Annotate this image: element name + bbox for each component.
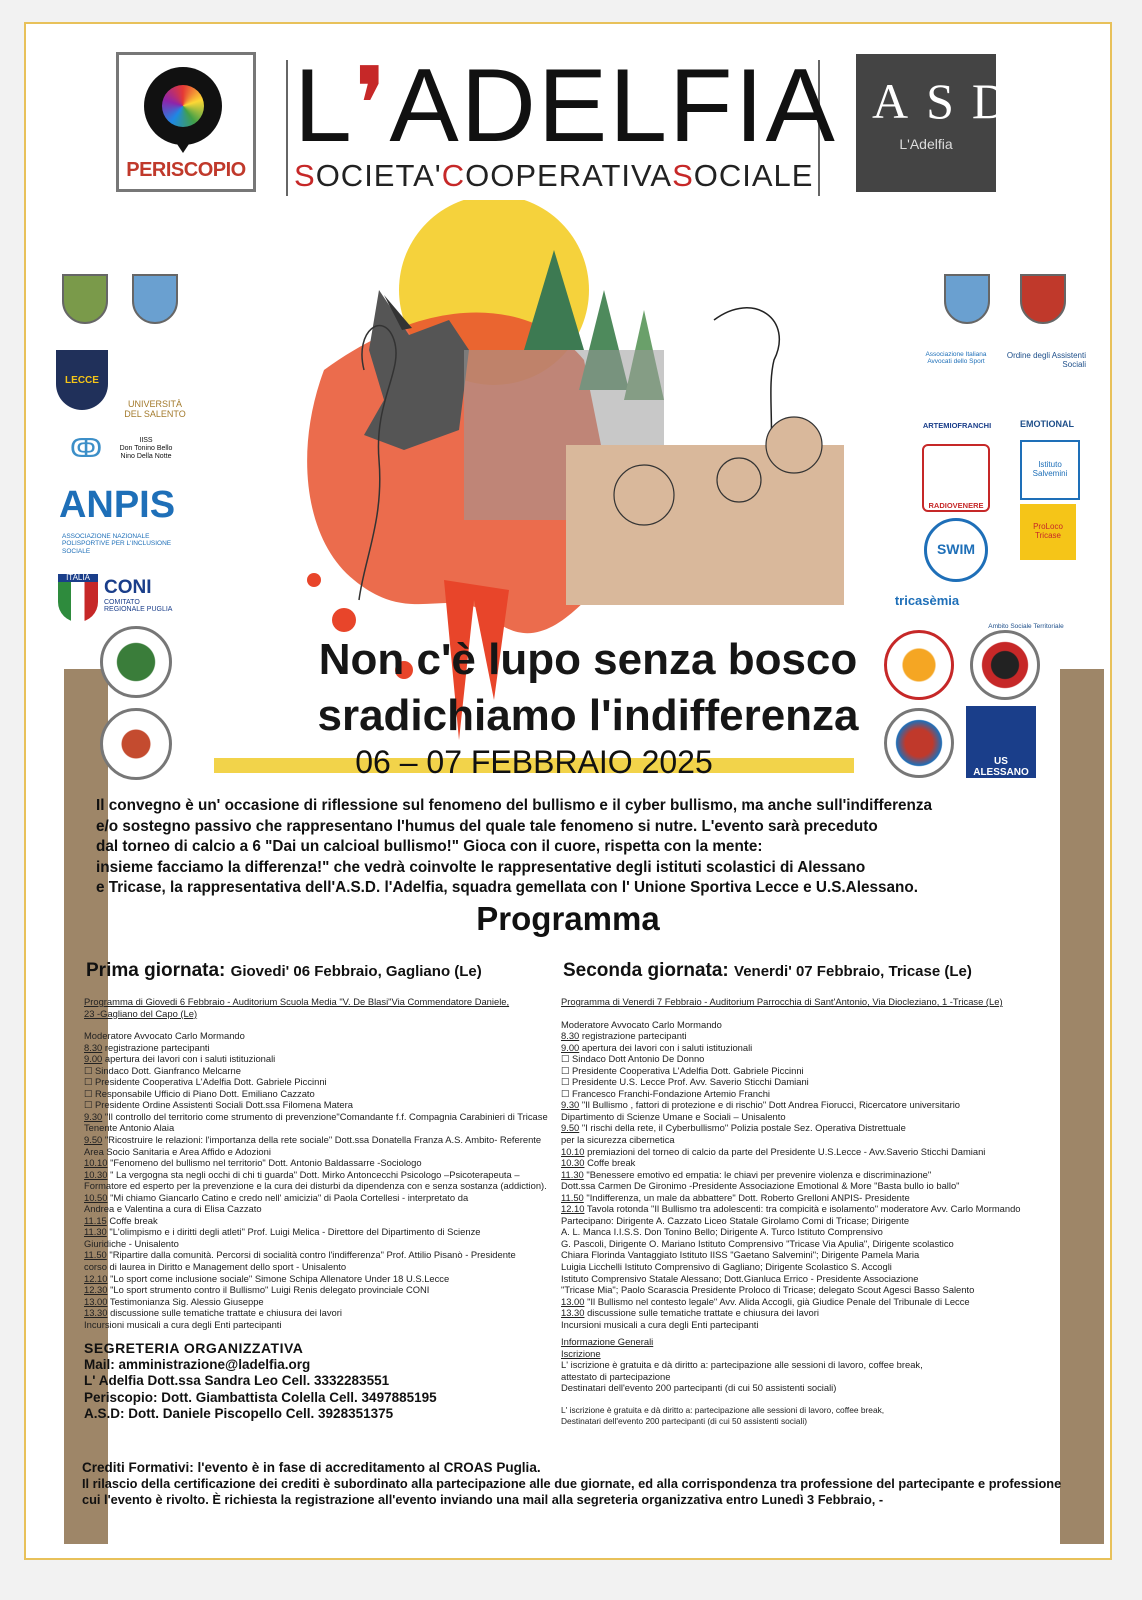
- program-line: 23 -Gagliano del Capo (Le): [84, 1007, 198, 1019]
- program-line: 10.10 "Fenomeno del bullismo nel territorio" Dott. Antonio Baldassarre -Sociologo: [84, 1157, 422, 1169]
- ladelfia-title: L❜ADELFIA: [294, 48, 837, 164]
- program-line: 13.00 Testimonianza Sig. Alessio Giuseppe: [84, 1295, 264, 1307]
- proloco-logo: ProLoco Tricase: [1020, 504, 1076, 560]
- program-line: Programma di Venerdi 7 Febbraio - Auditorium Parrocchia di Sant'Antonio, Via Diocleziano, 1 -Tricase (Le): [561, 996, 1003, 1007]
- periscopio-logo: [116, 52, 256, 192]
- program-line: Andrea e Valentina a cura di Elisa Cazzato: [84, 1203, 262, 1215]
- radiovenere-logo: RADIOVENERE: [922, 444, 990, 512]
- comune-crest-4: [1020, 274, 1066, 324]
- program-line: ☐ Responsabile Ufficio di Piano Dott. Emiliano Cazzato: [84, 1087, 315, 1099]
- program-line: ☐ Presidente Ordine Assistenti Sociali Dott.ssa Filomena Matera: [84, 1099, 353, 1111]
- program-line: Chiara Florinda Vantaggiato Istituto IISS "Gaetano Salvemini"; Dirigente Pamela Maria: [561, 1249, 920, 1261]
- program-line: 9.00 apertura dei lavori con i saluti istituzionali: [84, 1053, 276, 1065]
- program-line: Moderatore Avvocato Carlo Mormando: [84, 1030, 245, 1042]
- program-line: 12.10 "Lo sport come inclusione sociale" Simone Schipa Allenatore Under 18 U.S.Lecce: [84, 1272, 450, 1284]
- program-line: 12.30 "Lo sport strumento contro il Bullismo" Luigi Renis delegato provinciale CONI: [84, 1284, 430, 1296]
- program-line: Partecipano: Dirigente A. Cazzato Liceo Statale Girolamo Comi di Tricase; Dirigente: [561, 1214, 910, 1226]
- program-line: 9.50 "Ricostruire le relazioni: l'importanza della rete sociale" Dott.ssa Donatella Franza A.S. Ambito- Referente: [84, 1134, 542, 1146]
- program-line: 8.30 registrazione partecipanti: [561, 1030, 687, 1042]
- program-line: Incursioni musicali a cura degli Enti partecipanti: [84, 1318, 282, 1330]
- us-alessano-logo: US ALESSANO: [966, 706, 1036, 778]
- program-line: ☐ Presidente Cooperativa L'Adelfia Dott. Gabriele Piccinni: [561, 1064, 804, 1076]
- program-line: 11.30 "Benessere emotivo ed empatia: le chiavi per prevenire violenza e discriminazione": [561, 1168, 932, 1180]
- program-line: Tenente Antonio Alaia: [84, 1122, 175, 1134]
- program-line: Area Socio Sanitaria e Area Affido e Adozioni: [84, 1145, 271, 1157]
- ambito-sociale-logo: Ambito Sociale Territoriale: [988, 622, 1064, 630]
- program-line: Dott.ssa Carmen De Gironimo -Presidente Associazione Emotional & More "Basta bullo io ballo": [561, 1180, 960, 1192]
- program-line: Luigia Licchelli Istituto Comprensivo di Gagliano; Dirigente Scolastico S. Accogli: [561, 1261, 892, 1273]
- comune-crest-3: [944, 274, 990, 324]
- iiss-logo: IISS Don Tonino Bello Nino Della Notte: [119, 437, 173, 460]
- emotional-logo: EMOTIONAL: [1020, 419, 1074, 430]
- program-line: 11.15 Coffe break: [84, 1214, 158, 1226]
- anpis-subtitle: ASSOCIAZIONE NAZIONALE POLISPORTIVE PER L'INCLUSIONE SOCIALE: [62, 533, 172, 555]
- program-line: 8.30 registrazione partecipanti: [84, 1041, 210, 1053]
- program-line: 10.30 " La vergogna sta negli occhi di chi ti guarda" Dott. Mirko Antoncecchi Psicologo –Psicoterapeuta –: [84, 1168, 520, 1180]
- artemio-franchi-logo: ARTEMIOFRANCHI: [922, 420, 992, 430]
- program-line: corso di laurea in Diritto e Management dello sport - Unisalento: [84, 1261, 347, 1273]
- program-line: 11.50 "Indifferenza, un male da abbattere" Dott. Roberto Grelloni ANPIS- Presidente: [561, 1191, 910, 1203]
- program-line: Formatore ed esperto per la prevenzione e la cura dei disturbi da dipendenza con e senza sostanza (addiction).: [84, 1180, 547, 1192]
- program-line: Moderatore Avvocato Carlo Mormando: [561, 1018, 722, 1030]
- comune-crest-1: [62, 274, 108, 324]
- program-line: 9.00 apertura dei lavori con i saluti istituzionali: [561, 1041, 753, 1053]
- program-line: 10.10 premiazioni del torneo di calcio da parte del Presidente U.S.Lecce - Avv.Saverio Sticchi Damiani: [561, 1145, 986, 1157]
- unisalento-logo: UNIVERSITÀ DEL SALENTO: [124, 399, 186, 420]
- swim-logo: SWIM: [924, 518, 988, 582]
- lecce-logo: LECCE: [56, 350, 108, 410]
- program-line: ☐ Presidente Cooperativa L'Adelfia Dott. Gabriele Piccinni: [84, 1076, 327, 1088]
- day1-heading: Prima giornata: Giovedi' 06 Febbraio, Gagliano (Le): [86, 960, 482, 981]
- info-generali: Informazione Generali Iscrizione L' iscrizione è gratuita e dà diritto a: partecipazione alle sessioni di lavoro, coffee break, attestato di partecipazione Destinatari dell'evento 200 partecipanti (di cui 50 assistenti sociali) L' iscrizione è gratuita e dà diritto a: partecipazione alle sessioni di lavoro, coffee break, Destinatari dell'evento 200 partecipanti (di cui 50 assistenti sociali): [561, 1336, 923, 1426]
- day1-program: [84, 996, 564, 1330]
- ladelfia-logo: [286, 48, 837, 196]
- day2-heading: Seconda giornata: Venerdi' 07 Febbraio, Tricase (Le): [563, 960, 972, 981]
- program-line: 10.50 "Mi chiamo Giancarlo Catino e credo nell' amicizia" di Paola Cortellesi - interpretato da: [84, 1191, 469, 1203]
- program-line: "Tricase Mia"; Paolo Scarascia Presidente Proloco di Tricase; delegato Scout Agesci Basso Salento: [561, 1284, 975, 1296]
- asd-logo: ASD L'Adelfia: [856, 54, 996, 192]
- program-line: 10.30 Coffe break: [561, 1157, 636, 1169]
- comune-crest-2: [132, 274, 178, 324]
- programma-title: Programma: [476, 900, 660, 937]
- crediti-formativi: Crediti Formativi: l'evento è in fase di accreditamento al CROAS Puglia. Il rilascio della certificazione dei crediti è subordinato alla partecipazione alle due giornate, ed alla corrispondenza tra professione del partecipante e professione cui l'evento è rivolto. È richiesta la registrazione all'evento inviando una mail alla segreteria organizzativa entro Lunedì 3 Febbraio, -: [82, 1460, 1062, 1507]
- ladelfia-subtitle: SOCIETA'COOPERATIVASOCIALE: [294, 158, 814, 193]
- segreteria-block: SEGRETERIA ORGANIZZATIVA Mail: amministrazione@ladelfia.org L' Adelfia Dott.ssa Sandra Leo Cell. 3332283551 Periscopio: Dott. Giambattista Colella Cell. 3497885195 A.S.D: Dott. Daniele Piscopello Cell. 3928351375: [84, 1340, 437, 1421]
- periscopio-label: PERISCOPIO: [126, 159, 246, 181]
- apostrophe-icon: ❜: [353, 48, 390, 164]
- program-line: 9.50 "I rischi della rete, il Cyberbullismo" Polizia postale Sez. Operativa Distrettuale: [561, 1122, 906, 1134]
- program-line: 11.50 "Ripartire dalla comunità. Percorsi di socialità contro l'indifferenza" Prof. Attilio Pisanò - Presidente: [84, 1249, 516, 1261]
- program-line: 13.00 "Il Bullismo nel contesto legale" Avv. Alida Accogli, già Giudice Penale del Tribunale di Lecce: [561, 1295, 970, 1307]
- location-pin-icon: [144, 67, 222, 145]
- tricasemia-logo: tricasèmia: [894, 592, 960, 608]
- intro-paragraph: Il convegno è un' occasione di riflessione sul fenomeno del bullismo e il cyber bullismo, ma anche sull'indifferenza e/o sostegno passivo che rappresentano l'humus del quale tale fenomeno si nutre. L'evento sarà preceduto dal torneo di calcio a 6 "Dai un calcioal bullismo!" Gioca con il cuore, rispetta con la mente: insieme facciamo la differenza!" che vedrà coinvolte le rappresentative degli istituti scolastici di Alessano e Tricase, la rappresentativa dell'A.S.D. l'Adelfia, squadra gemellata con l' Unione Sportiva Lecce e U.S.Alessano.: [96, 797, 933, 896]
- program-line: 11.30 "L'olimpismo e i diritti degli atleti" Prof. Luigi Melica - Direttore del Dipartimento di Scienze: [84, 1226, 481, 1238]
- program-line: [561, 1008, 1041, 1019]
- event-date: 06 – 07 FEBBRAIO 2025: [355, 744, 713, 780]
- assistenti-sociali-logo: Ordine degli Assistenti Sociali: [1006, 351, 1086, 369]
- program-line: per la sicurezza cibernetica: [561, 1134, 675, 1146]
- coni-shield: ITALIA: [58, 570, 98, 626]
- avvocati-sport-logo: Associazione Italiana Avvocati dello Sport: [925, 350, 987, 365]
- program-line: Dipartimento di Scienze Umane e Sociali – Unisalento: [561, 1110, 786, 1122]
- event-headline: Non c'è lupo senza bosco sradichiamo l'indifferenza: [317, 635, 859, 740]
- program-line: 12.10 Tavola rotonda "Il Bullismo tra adolescenti: tra compicità e isolamento" moderatore Avv. Carlo Mormando: [561, 1203, 1021, 1215]
- salvemini-logo: Istituto Salvemini: [1020, 440, 1080, 500]
- coni-logo: CONI COMITATO REGIONALE PUGLIA: [104, 576, 173, 614]
- anpis-logo: ANPIS: [58, 484, 176, 527]
- program-line: 9.30 "Il controllo del territorio come strumento di prevenzione"Comandante f.f. Compagnia Carabinieri di Tricase: [84, 1110, 548, 1122]
- poster: [24, 22, 1112, 1560]
- program-line: Istituto Comprensivo Statale Alessano; Dott.Gianluca Errico - Presidente Associazione: [561, 1272, 919, 1284]
- day2-program: [561, 996, 1041, 1330]
- program-line: Programma di Giovedi 6 Febbraio - Auditorium Scuola Media "V. De Blasi"Via Commendatore Daniele,: [84, 996, 510, 1007]
- program-line: ☐ Francesco Franchi-Fondazione Artemio Franchi: [561, 1087, 771, 1099]
- program-line: ☐ Sindaco Dott. Gianfranco Melcarne: [84, 1064, 241, 1076]
- segreteria-mail: Mail: amministrazione@ladelfia.org: [84, 1356, 311, 1372]
- program-line: A. L. Manca I.I.S.S. Don Tonino Bello; Dirigente A. Turco Istituto Comprensivo: [561, 1226, 883, 1238]
- program-line: G. Pascoli, Dirigente O. Mariano Istituto Comprensivo "Tricase Via Apulia", Dirigente scolastico: [561, 1237, 954, 1249]
- right-decorative-bar: [1060, 669, 1104, 1544]
- iiss-icon: ↂ: [69, 432, 103, 463]
- program-line: ☐ Sindaco Dott Antonio De Donno: [561, 1053, 705, 1065]
- program-line: [84, 1019, 564, 1030]
- program-line: 13.30 discussione sulle tematiche trattate e chiusura dei lavori: [84, 1307, 342, 1319]
- program-line: 13.30 discussione sulle tematiche trattate e chiusura dei lavori: [561, 1307, 819, 1319]
- program-line: Incursioni musicali a cura degli Enti partecipanti: [561, 1318, 759, 1330]
- program-line: ☐ Presidente U.S. Lecce Prof. Avv. Saverio Sticchi Damiani: [561, 1076, 809, 1088]
- program-line: Giuridiche - Unisalento: [84, 1237, 179, 1249]
- program-line: 9.30 "Il Bullismo , fattori di protezione e di rischio" Dott Andrea Fiorucci, Ricercatore universitario: [561, 1099, 961, 1111]
